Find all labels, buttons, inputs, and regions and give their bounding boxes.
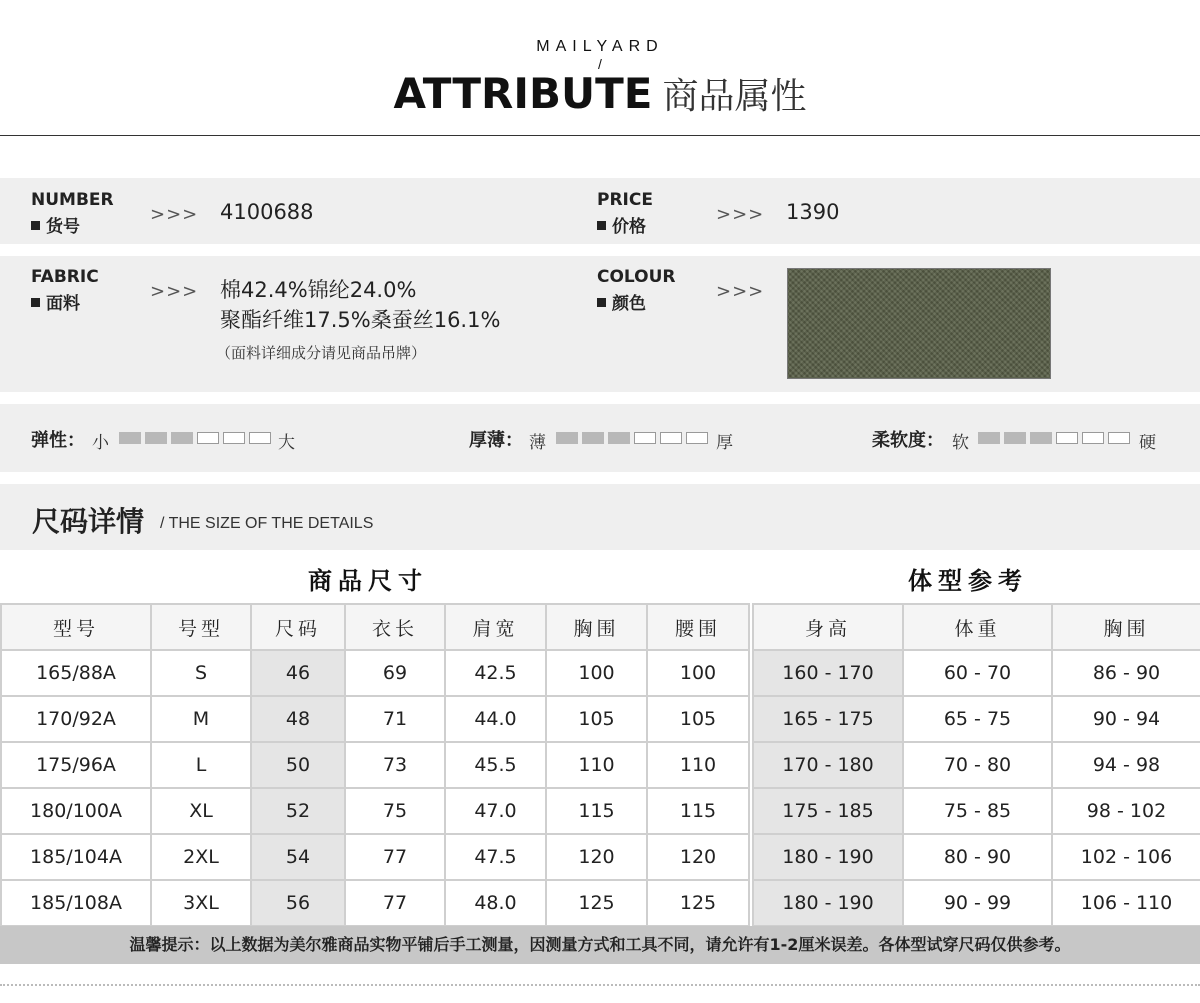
colour-arrow: >>> <box>716 281 765 302</box>
fabric-label-cn: 面料 <box>31 289 80 314</box>
softness-scale <box>978 432 1130 446</box>
table-cell: 73 <box>345 742 445 788</box>
table-cell: 175 - 185 <box>753 788 903 834</box>
table-cell: 105 <box>546 696 647 742</box>
softness-label: 柔软度： <box>872 430 944 451</box>
price-arrow: >>> <box>716 204 765 225</box>
table-cell: 54 <box>251 834 345 880</box>
table-row <box>753 650 1200 696</box>
table-row <box>1 880 749 926</box>
table-cell: 180 - 190 <box>753 834 903 880</box>
product-size-table <box>0 603 750 927</box>
table-cell: 165/88A <box>1 650 151 696</box>
table-cell: 52 <box>251 788 345 834</box>
table-cell: 56 <box>251 880 345 926</box>
table-row <box>1 788 749 834</box>
number-value: 4100688 <box>220 200 314 224</box>
body-reference-table <box>752 603 1200 927</box>
table-cell: 90 - 94 <box>1052 696 1200 742</box>
table-cell: 75 - 85 <box>903 788 1052 834</box>
table-header-row <box>753 604 1200 650</box>
scale-box <box>1108 432 1130 444</box>
table-cell: 180 - 190 <box>753 880 903 926</box>
table-cell: 44.0 <box>445 696 546 742</box>
table-cell: 2XL <box>151 834 251 880</box>
scale-box <box>582 432 604 444</box>
table-cell: M <box>151 696 251 742</box>
table-cell: 120 <box>546 834 647 880</box>
page-title <box>0 68 1200 119</box>
table-cell: 98 - 102 <box>1052 788 1200 834</box>
elasticity-scale <box>119 432 271 446</box>
table-cell: 46 <box>251 650 345 696</box>
scale-box <box>249 432 271 444</box>
number-arrow: >>> <box>150 204 199 225</box>
table-row <box>1 742 749 788</box>
table-cell: 86 - 90 <box>1052 650 1200 696</box>
scale-box <box>1004 432 1026 444</box>
column-header: 腰围 <box>647 604 749 650</box>
scale-box <box>660 432 682 444</box>
elasticity-label: 弹性： <box>31 430 85 451</box>
table-cell: 165 - 175 <box>753 696 903 742</box>
table-cell: 185/104A <box>1 834 151 880</box>
table-cell: 125 <box>647 880 749 926</box>
size-section-title: 尺码详情 <box>32 505 145 538</box>
table-cell: 185/108A <box>1 880 151 926</box>
table-cell: 102 - 106 <box>1052 834 1200 880</box>
softness-high: 硬 <box>1139 433 1156 453</box>
table-row <box>1 650 749 696</box>
table-row <box>753 880 1200 926</box>
brand-slash: / <box>598 56 602 72</box>
table-cell: L <box>151 742 251 788</box>
table-cell: 120 <box>647 834 749 880</box>
table-cell: 94 - 98 <box>1052 742 1200 788</box>
number-label-en: NUMBER <box>31 190 114 210</box>
scale-box <box>197 432 219 444</box>
thickness-label: 厚薄： <box>469 430 523 451</box>
scale-box <box>171 432 193 444</box>
table-cell: 80 - 90 <box>903 834 1052 880</box>
table-cell: 65 - 75 <box>903 696 1052 742</box>
price-value: 1390 <box>786 200 840 224</box>
colour-swatch <box>787 268 1051 379</box>
column-header: 肩宽 <box>445 604 546 650</box>
fabric-label-en: FABRIC <box>31 267 99 287</box>
table-cell: 48 <box>251 696 345 742</box>
table-cell: XL <box>151 788 251 834</box>
body-reference-title: 体型参考 <box>908 567 1028 595</box>
table-row <box>753 696 1200 742</box>
table-cell: 160 - 170 <box>753 650 903 696</box>
table-row <box>753 834 1200 880</box>
fabric-composition-line2: 聚酯纤维17.5%桑蚕丝16.1% <box>220 308 501 332</box>
header-divider <box>0 135 1200 136</box>
column-header: 型号 <box>1 604 151 650</box>
number-label-cn: 货号 <box>31 212 80 237</box>
table-cell: 69 <box>345 650 445 696</box>
scale-box <box>686 432 708 444</box>
title-english: ATTRIBUTE <box>393 69 653 118</box>
table-row <box>1 696 749 742</box>
table-cell: 170/92A <box>1 696 151 742</box>
scale-box <box>119 432 141 444</box>
column-header: 衣长 <box>345 604 445 650</box>
table-cell: 3XL <box>151 880 251 926</box>
table-cell: S <box>151 650 251 696</box>
fabric-note: （面料详细成分请见商品吊牌） <box>216 344 427 362</box>
table-cell: 77 <box>345 834 445 880</box>
table-cell: 115 <box>546 788 647 834</box>
table-cell: 50 <box>251 742 345 788</box>
table-cell: 106 - 110 <box>1052 880 1200 926</box>
thickness-high: 厚 <box>716 433 733 453</box>
table-cell: 110 <box>647 742 749 788</box>
table-cell: 71 <box>345 696 445 742</box>
colour-label-cn: 颜色 <box>597 289 646 314</box>
softness-low: 软 <box>952 433 969 453</box>
column-header: 体重 <box>903 604 1052 650</box>
table-cell: 48.0 <box>445 880 546 926</box>
thickness-low: 薄 <box>529 433 546 453</box>
table-cell: 45.5 <box>445 742 546 788</box>
title-chinese: 商品属性 <box>662 76 807 117</box>
column-header: 胸围 <box>1052 604 1200 650</box>
brand-name: MAILYARD <box>536 38 664 55</box>
table-cell: 175/96A <box>1 742 151 788</box>
scale-box <box>634 432 656 444</box>
table-cell: 77 <box>345 880 445 926</box>
scale-box <box>1056 432 1078 444</box>
table-header-row <box>1 604 749 650</box>
price-label-en: PRICE <box>597 190 653 210</box>
table-cell: 60 - 70 <box>903 650 1052 696</box>
scale-box <box>608 432 630 444</box>
table-cell: 47.0 <box>445 788 546 834</box>
table-cell: 100 <box>546 650 647 696</box>
scale-box <box>223 432 245 444</box>
table-cell: 125 <box>546 880 647 926</box>
thickness-scale <box>556 432 708 446</box>
column-header: 胸围 <box>546 604 647 650</box>
scale-box <box>556 432 578 444</box>
table-cell: 75 <box>345 788 445 834</box>
table-cell: 115 <box>647 788 749 834</box>
product-size-title: 商品尺寸 <box>308 567 428 595</box>
scale-box <box>145 432 167 444</box>
scale-box <box>978 432 1000 444</box>
table-cell: 170 - 180 <box>753 742 903 788</box>
column-header: 身高 <box>753 604 903 650</box>
table-cell: 110 <box>546 742 647 788</box>
bottom-dotted-divider <box>0 984 1200 986</box>
table-cell: 100 <box>647 650 749 696</box>
table-row <box>1 834 749 880</box>
table-cell: 105 <box>647 696 749 742</box>
fabric-arrow: >>> <box>150 281 199 302</box>
measurement-note: 温馨提示：以上数据为美尔雅商品实物平铺后手工测量，因测量方式和工具不同，请允许有1-2厘米误差。各体型试穿尺码仅供参考。 <box>0 926 1200 964</box>
price-label-cn: 价格 <box>597 212 646 237</box>
table-cell: 42.5 <box>445 650 546 696</box>
column-header: 尺码 <box>251 604 345 650</box>
fabric-composition-line1: 棉42.4%锦纶24.0% <box>220 278 417 302</box>
scale-box <box>1082 432 1104 444</box>
table-cell: 70 - 80 <box>903 742 1052 788</box>
elasticity-low: 小 <box>92 433 109 453</box>
table-cell: 47.5 <box>445 834 546 880</box>
table-cell: 180/100A <box>1 788 151 834</box>
size-section-subtitle: / THE SIZE OF THE DETAILS <box>160 515 374 532</box>
column-header: 号型 <box>151 604 251 650</box>
scale-box <box>1030 432 1052 444</box>
table-row <box>753 742 1200 788</box>
colour-label-en: COLOUR <box>597 267 676 287</box>
table-row <box>753 788 1200 834</box>
elasticity-high: 大 <box>278 433 295 453</box>
table-cell: 90 - 99 <box>903 880 1052 926</box>
